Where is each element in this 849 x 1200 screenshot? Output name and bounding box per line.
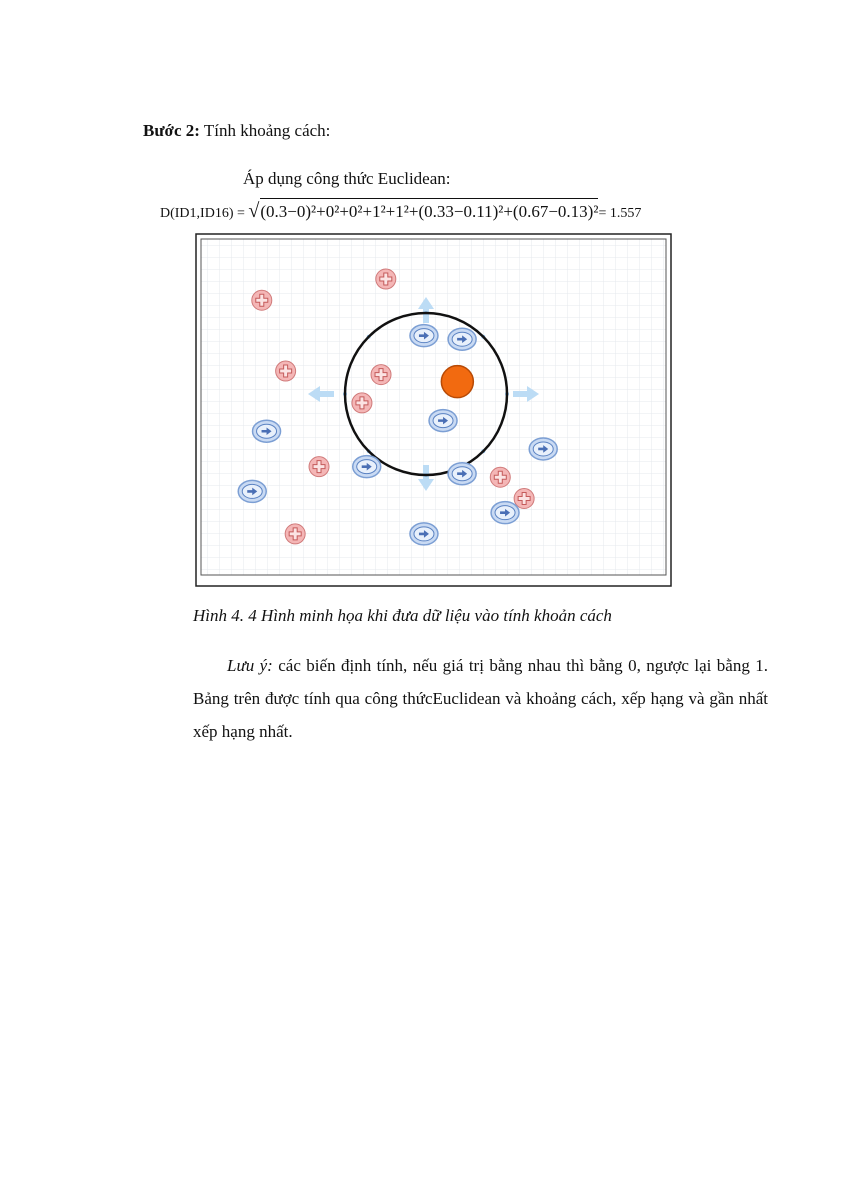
minus-point bbox=[491, 502, 519, 524]
plus-point bbox=[376, 269, 396, 289]
minus-point bbox=[448, 463, 476, 485]
note-text: các biến định tính, nếu giá trị bằng nhau thì bằng 0, ngược lại bằng 1. Bảng trên được tính qua công thứcEuclidean và khoảng cách, xếp hạng và gần nhất xếp hạng nhất. bbox=[193, 656, 768, 741]
minus-point bbox=[429, 410, 457, 432]
minus-point bbox=[353, 456, 381, 478]
minus-point bbox=[448, 328, 476, 350]
query-point bbox=[441, 366, 473, 398]
step-text: Tính khoảng cách: bbox=[199, 121, 331, 140]
plus-point bbox=[490, 467, 510, 487]
note-label: Lưu ý: bbox=[227, 656, 273, 675]
minus-point bbox=[529, 438, 557, 460]
knn-illustration bbox=[195, 233, 672, 587]
formula-result: = 1.557 bbox=[598, 206, 642, 221]
knn-figure-svg bbox=[195, 233, 672, 587]
plus-point bbox=[309, 457, 329, 477]
step-label: Bước 2: bbox=[143, 121, 200, 140]
sqrt-icon: √ bbox=[248, 200, 260, 222]
plus-point bbox=[514, 489, 534, 509]
plus-point bbox=[276, 361, 296, 381]
note-paragraph bbox=[193, 649, 768, 748]
plus-point bbox=[352, 393, 372, 413]
figure-caption: Hình 4. 4 Hình minh họa khi đưa dữ liệu vào tính khoản cách bbox=[193, 606, 612, 625]
minus-point bbox=[253, 420, 281, 442]
apply-formula-text: Áp dụng công thức Euclidean: bbox=[243, 169, 451, 188]
figure-grid bbox=[201, 239, 666, 575]
euclidean-formula bbox=[160, 198, 641, 228]
formula-sqrt bbox=[248, 198, 598, 229]
minus-point bbox=[410, 325, 438, 347]
minus-point bbox=[238, 480, 266, 502]
plus-point bbox=[252, 290, 272, 310]
minus-point bbox=[410, 523, 438, 545]
formula-lhs: D(ID1,ID16) = bbox=[160, 206, 249, 221]
formula-terms: (0.3−0)²+0²+0²+1²+1²+(0.33−0.11)²+(0.67−0.13)² bbox=[260, 198, 598, 224]
plus-point bbox=[285, 524, 305, 544]
step-heading bbox=[143, 121, 330, 141]
plus-point bbox=[371, 365, 391, 385]
